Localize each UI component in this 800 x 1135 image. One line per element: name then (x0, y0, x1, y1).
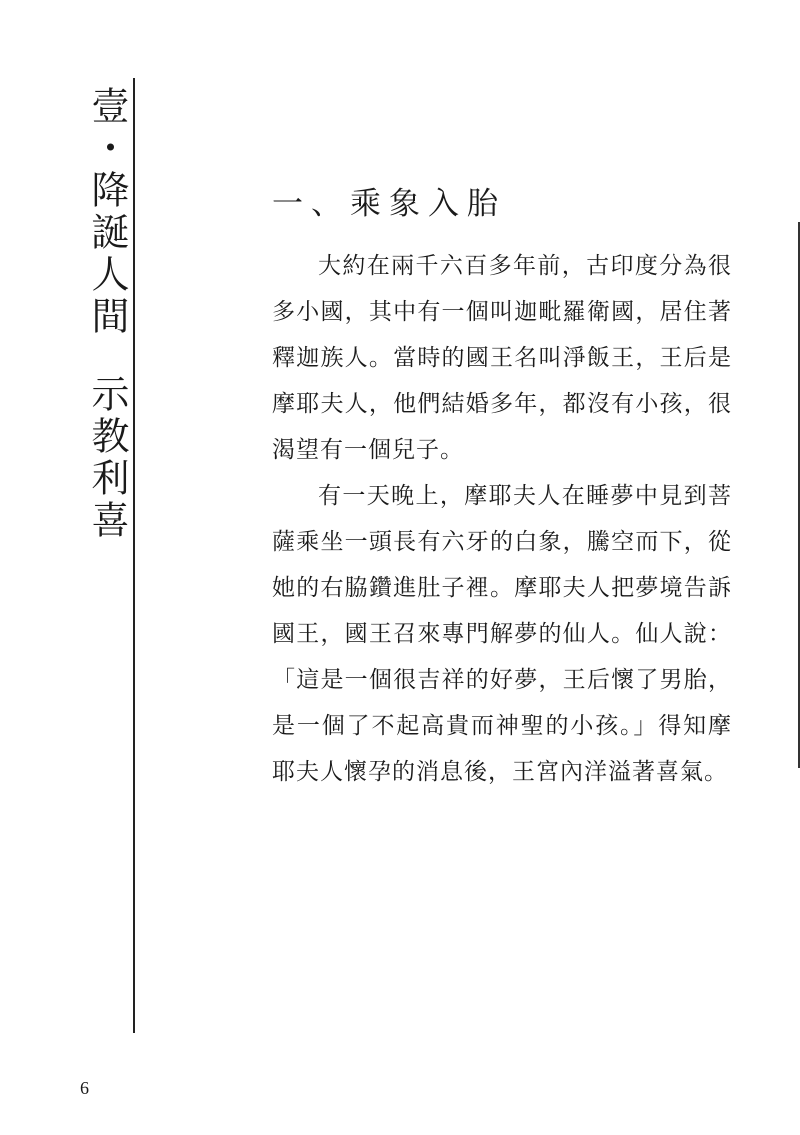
section-title: 一、乘象入胎 (272, 186, 506, 222)
chapter-heading (86, 86, 128, 542)
chapter-title: 壹・降誕人間 (85, 86, 129, 338)
body-text (272, 243, 732, 795)
paragraph: 大約在兩千六百多年前，古印度分為很多小國，其中有一個叫迦毗羅衛國，居住著釋迦族人。當時的國王名叫淨飯王，王后是摩耶夫人，他們結婚多年，都沒有小孩，很渴望有一個兒子。 (272, 253, 732, 463)
paragraph: 有一天晚上，摩耶夫人在睡夢中見到菩薩乘坐一頭長有六牙的白象，騰空而下，從她的右脇鑽進肚子裡。摩耶夫人把夢境告訴國王，國王召來專門解夢的仙人。仙人說：「這是一個很吉祥的好夢，王后懷了男胎，是一個了不起高貴而神聖的小孩。」得知摩耶夫人懷孕的消息後，王宮內洋溢著喜氣。 (272, 483, 732, 785)
margin-rule (133, 78, 135, 1033)
page-number: 6 (80, 1078, 89, 1098)
chapter-subtitle: 示教利喜 (85, 374, 129, 542)
